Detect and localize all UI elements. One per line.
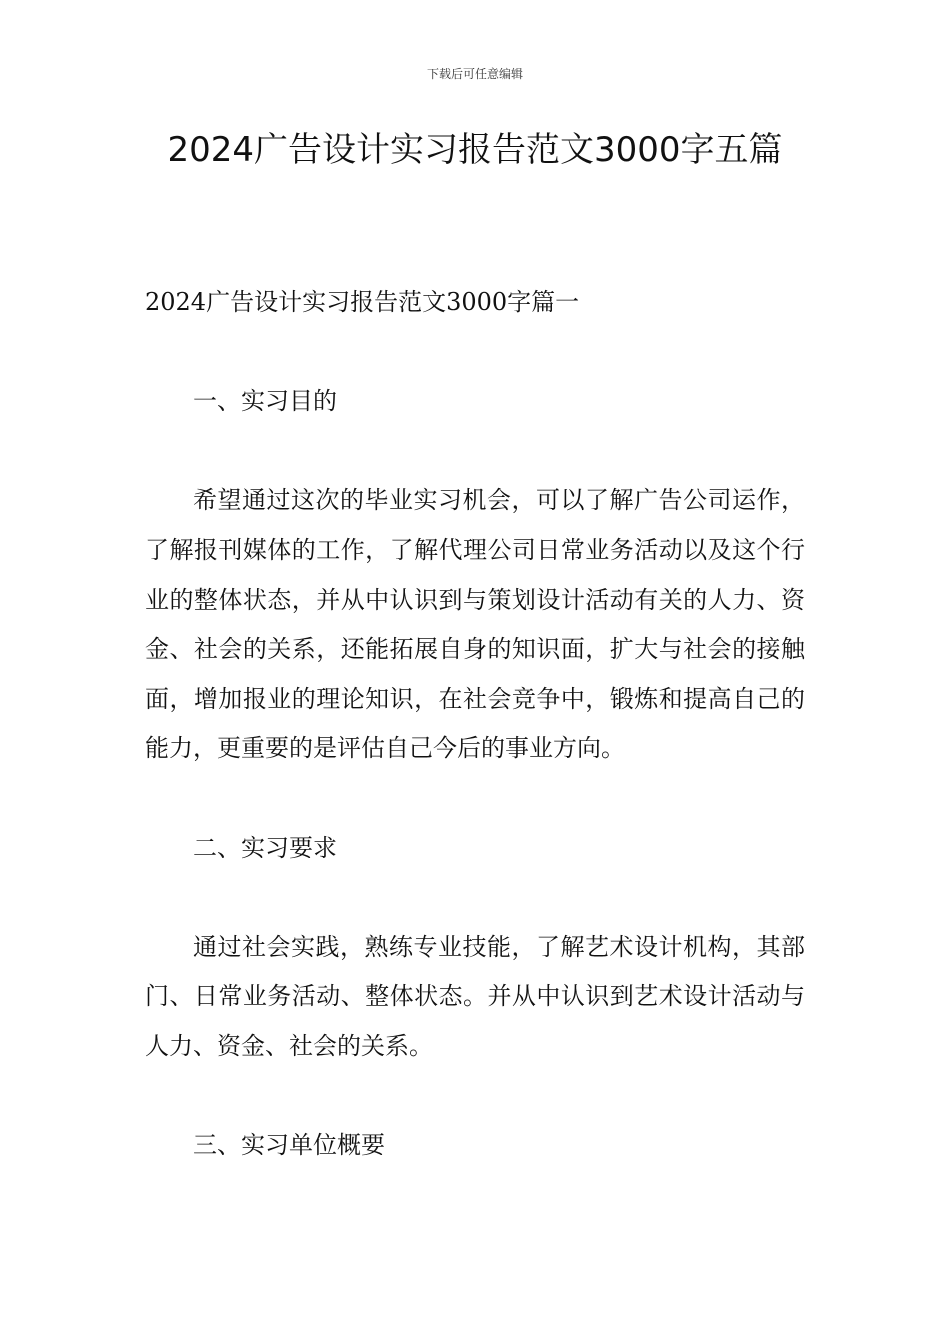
section-paragraph-requirements: 通过社会实践，熟练专业技能，了解艺术设计机构，其部门、日常业务活动、整体状态。并从中认识到艺术设计活动与人力、资金、社会的关系。 bbox=[145, 932, 805, 1060]
document-title: 2024广告设计实习报告范文3000字五篇 bbox=[167, 130, 783, 170]
section-heading-unit-overview: 三、实习单位概要 bbox=[193, 1131, 385, 1160]
section-heading-requirements: 二、实习要求 bbox=[193, 833, 337, 862]
document-body bbox=[145, 278, 805, 1220]
page-header-note: 下载后可任意编辑 bbox=[426, 67, 523, 81]
section-heading-purpose: 一、实习目的 bbox=[193, 387, 337, 416]
section-paragraph-purpose: 希望通过这次的毕业实习机会，可以了解广告公司运作，了解报刊媒体的工作，了解代理公司日常业务活动以及这个行业的整体状态，并从中认识到与策划设计活动有关的人力、资金、社会的关系，还能拓展自身的知识面，扩大与社会的接触面，增加报业的理论知识，在社会竞争中，锻炼和提高自己的能力，更重要的是评估自己今后的事业方向。 bbox=[145, 486, 805, 763]
article-subtitle: 2024广告设计实习报告范文3000字篇一 bbox=[145, 288, 580, 316]
